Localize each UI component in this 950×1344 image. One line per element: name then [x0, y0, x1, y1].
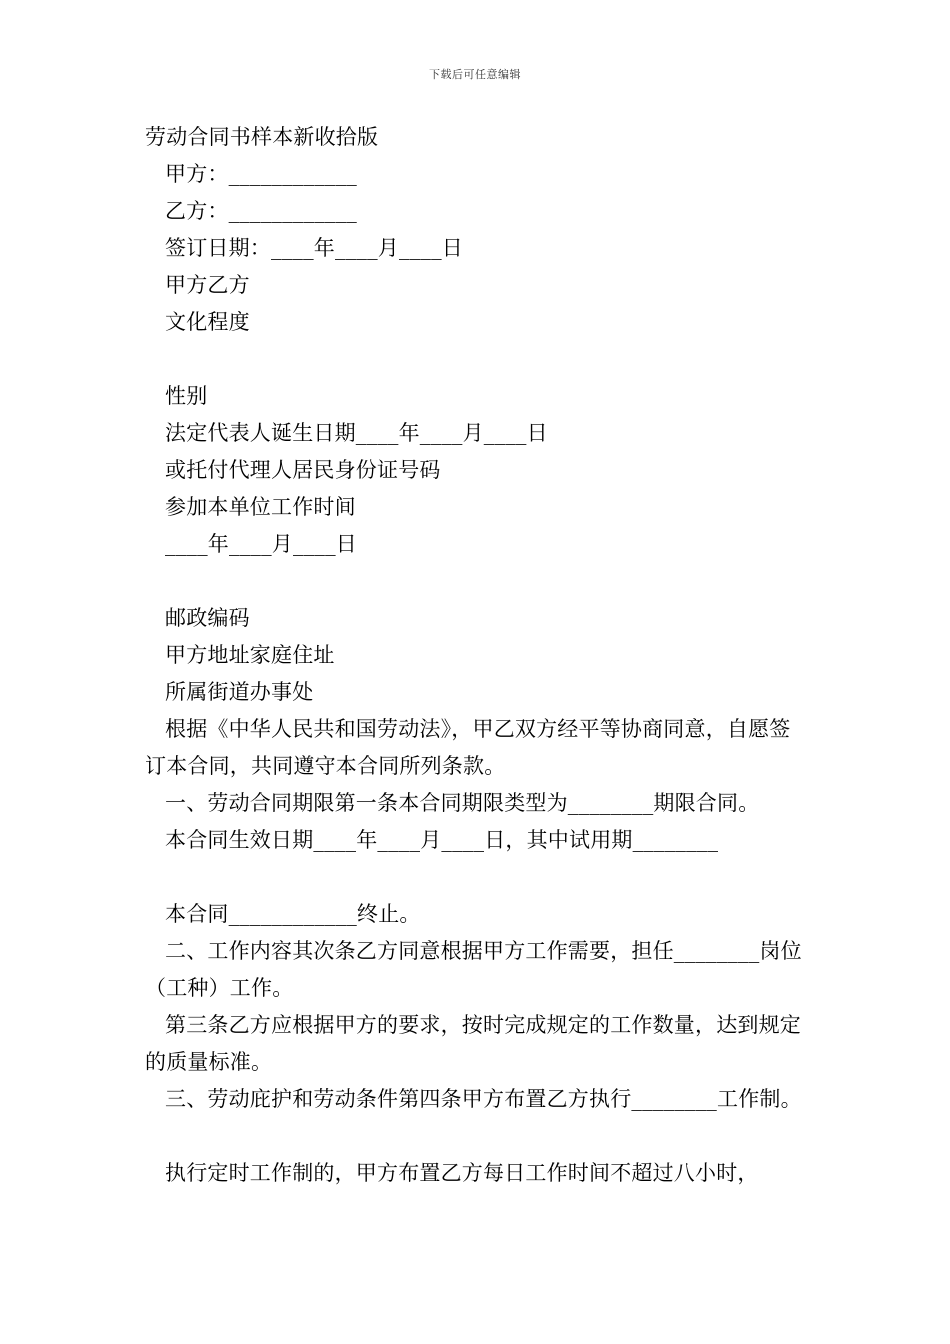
sub-district-office-line: 所属街道办事处 [165, 680, 314, 704]
representative-birthdate-line: 法定代表人诞生日期____年____月____日 [165, 421, 548, 445]
postal-code-line: 邮政编码 [165, 606, 250, 630]
header-note: 下载后可任意编辑 [429, 68, 521, 81]
effective-date-line: 本合同生效日期____年____月____日，其中试用期________ [165, 828, 719, 852]
address-line: 甲方地址家庭住址 [165, 643, 335, 667]
labor-protection-paragraph: 三、劳动庇护和劳动条件第四条甲方布置乙方执行________工作制。 [165, 1087, 802, 1111]
document-title: 劳动合同书样本新收拾版 [145, 125, 379, 149]
contract-term-line: 一、劳动合同期限第一条本合同期限类型为________期限合同。 [165, 791, 760, 815]
join-work-time-line: 参加本单位工作时间 [165, 495, 356, 519]
work-quantity-paragraph: 第三条乙方应根据甲方的要求，按时完成规定的工作数量，达到规定的质量标准。 [145, 1013, 801, 1074]
party-header-line: 甲方乙方 [165, 273, 250, 297]
preamble-paragraph: 根据《中华人民共和国劳动法》，甲乙双方经平等协商同意，自愿签订本合同，共同遵守本合同所列条款。 [145, 717, 791, 778]
party-b-line: 乙方：____________ [165, 199, 357, 223]
job-content-paragraph: 二、工作内容其次条乙方同意根据甲方工作需要，担任________岗位（工种）工作。 [145, 939, 802, 1000]
termination-line: 本合同____________终止。 [165, 902, 421, 926]
join-date-blank-line: ____年____月____日 [165, 532, 357, 556]
education-line: 文化程度 [165, 310, 250, 334]
gender-line: 性别 [165, 384, 208, 408]
agent-id-line: 或托付代理人居民身份证号码 [165, 458, 441, 482]
signing-date-line: 签订日期：____年____月____日 [165, 236, 463, 260]
working-hours-line: 执行定时工作制的，甲方布置乙方每日工作时间不超过八小时， [165, 1161, 759, 1185]
party-a-line: 甲方：____________ [165, 162, 357, 186]
